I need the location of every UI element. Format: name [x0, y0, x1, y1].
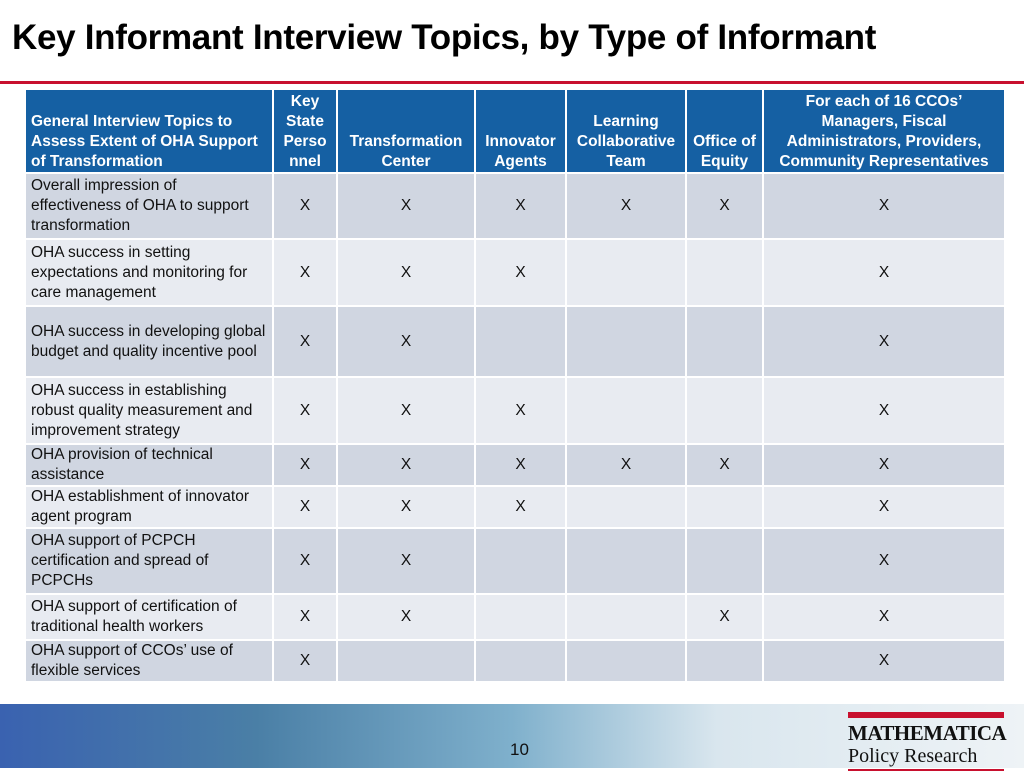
column-header: Transformation Center [337, 89, 475, 173]
topic-cell: OHA establishment of innovator agent program [25, 486, 273, 528]
table-row [25, 239, 1005, 306]
mark-cell: X [686, 444, 763, 486]
mark-cell: X [566, 173, 686, 239]
mark-cell: X [475, 377, 566, 444]
mark-cell: X [337, 306, 475, 377]
topic-cell: OHA provision of technical assistance [25, 444, 273, 486]
table-row [25, 528, 1005, 594]
mark-cell [686, 306, 763, 377]
mark-cell: X [337, 528, 475, 594]
mark-cell [566, 640, 686, 682]
mark-cell: X [763, 444, 1005, 486]
table-row [25, 173, 1005, 239]
mark-cell: X [273, 528, 337, 594]
column-header: Learning Collaborative Team [566, 89, 686, 173]
mark-cell: X [273, 444, 337, 486]
column-header: For each of 16 CCOs’ Managers, Fiscal Administrators, Providers, Community Representatives [763, 89, 1005, 173]
mark-cell [475, 594, 566, 640]
column-header: Innovator Agents [475, 89, 566, 173]
mark-cell: X [273, 306, 337, 377]
mark-cell: X [763, 640, 1005, 682]
table-header-row [25, 89, 1005, 173]
topic-cell: OHA support of certification of traditional health workers [25, 594, 273, 640]
mark-cell: X [273, 594, 337, 640]
mark-cell: X [273, 377, 337, 444]
mark-cell: X [273, 239, 337, 306]
topic-cell: OHA success in setting expectations and monitoring for care management [25, 239, 273, 306]
mark-cell [566, 377, 686, 444]
mark-cell: X [475, 486, 566, 528]
mark-cell: X [475, 173, 566, 239]
mark-cell [686, 486, 763, 528]
interview-topics-table [24, 88, 1006, 683]
table-row [25, 377, 1005, 444]
mark-cell [686, 239, 763, 306]
mark-cell: X [763, 239, 1005, 306]
logo-line2: Policy Research [848, 745, 978, 767]
mark-cell [475, 640, 566, 682]
slide-title: Key Informant Interview Topics, by Type of Informant [12, 18, 877, 57]
topic-cell: OHA success in developing global budget and quality incentive pool [25, 306, 273, 377]
mark-cell [566, 528, 686, 594]
mark-cell: X [686, 173, 763, 239]
mark-cell: X [337, 377, 475, 444]
column-header: Key State Perso nnel [273, 89, 337, 173]
mark-cell [337, 640, 475, 682]
column-header: Office of Equity [686, 89, 763, 173]
table-row [25, 640, 1005, 682]
mark-cell: X [475, 444, 566, 486]
mark-cell [686, 528, 763, 594]
table-row [25, 444, 1005, 486]
table-row [25, 594, 1005, 640]
mark-cell: X [273, 640, 337, 682]
mark-cell: X [337, 239, 475, 306]
mark-cell [566, 486, 686, 528]
mark-cell [475, 306, 566, 377]
mark-cell: X [763, 486, 1005, 528]
mark-cell: X [763, 594, 1005, 640]
mark-cell [686, 377, 763, 444]
mark-cell: X [763, 377, 1005, 444]
mark-cell: X [763, 528, 1005, 594]
mark-cell [566, 594, 686, 640]
mathematica-logo [848, 712, 1007, 771]
topic-cell: OHA support of PCPCH certification and spread of PCPCHs [25, 528, 273, 594]
topic-cell: OHA support of CCOs’ use of flexible services [25, 640, 273, 682]
mark-cell: X [475, 239, 566, 306]
mark-cell: X [763, 173, 1005, 239]
title-divider [0, 81, 1024, 84]
mark-cell: X [763, 306, 1005, 377]
table-row [25, 306, 1005, 377]
mark-cell [686, 640, 763, 682]
logo-line1: MATHEMATICA [848, 721, 1007, 745]
mark-cell: X [337, 594, 475, 640]
table-row [25, 486, 1005, 528]
mark-cell [566, 306, 686, 377]
mark-cell [475, 528, 566, 594]
mark-cell: X [337, 173, 475, 239]
mark-cell: X [273, 173, 337, 239]
column-header: General Interview Topics to Assess Extent of OHA Support of Transformation [25, 89, 273, 173]
mark-cell: X [686, 594, 763, 640]
mark-cell: X [566, 444, 686, 486]
topic-cell: OHA success in establishing robust quality measurement and improvement strategy [25, 377, 273, 444]
topic-cell: Overall impression of effectiveness of OHA to support transformation [25, 173, 273, 239]
mark-cell: X [337, 486, 475, 528]
logo-bar [848, 712, 1004, 718]
page-number: 10 [510, 740, 529, 759]
mark-cell [566, 239, 686, 306]
mark-cell: X [273, 486, 337, 528]
mark-cell: X [337, 444, 475, 486]
